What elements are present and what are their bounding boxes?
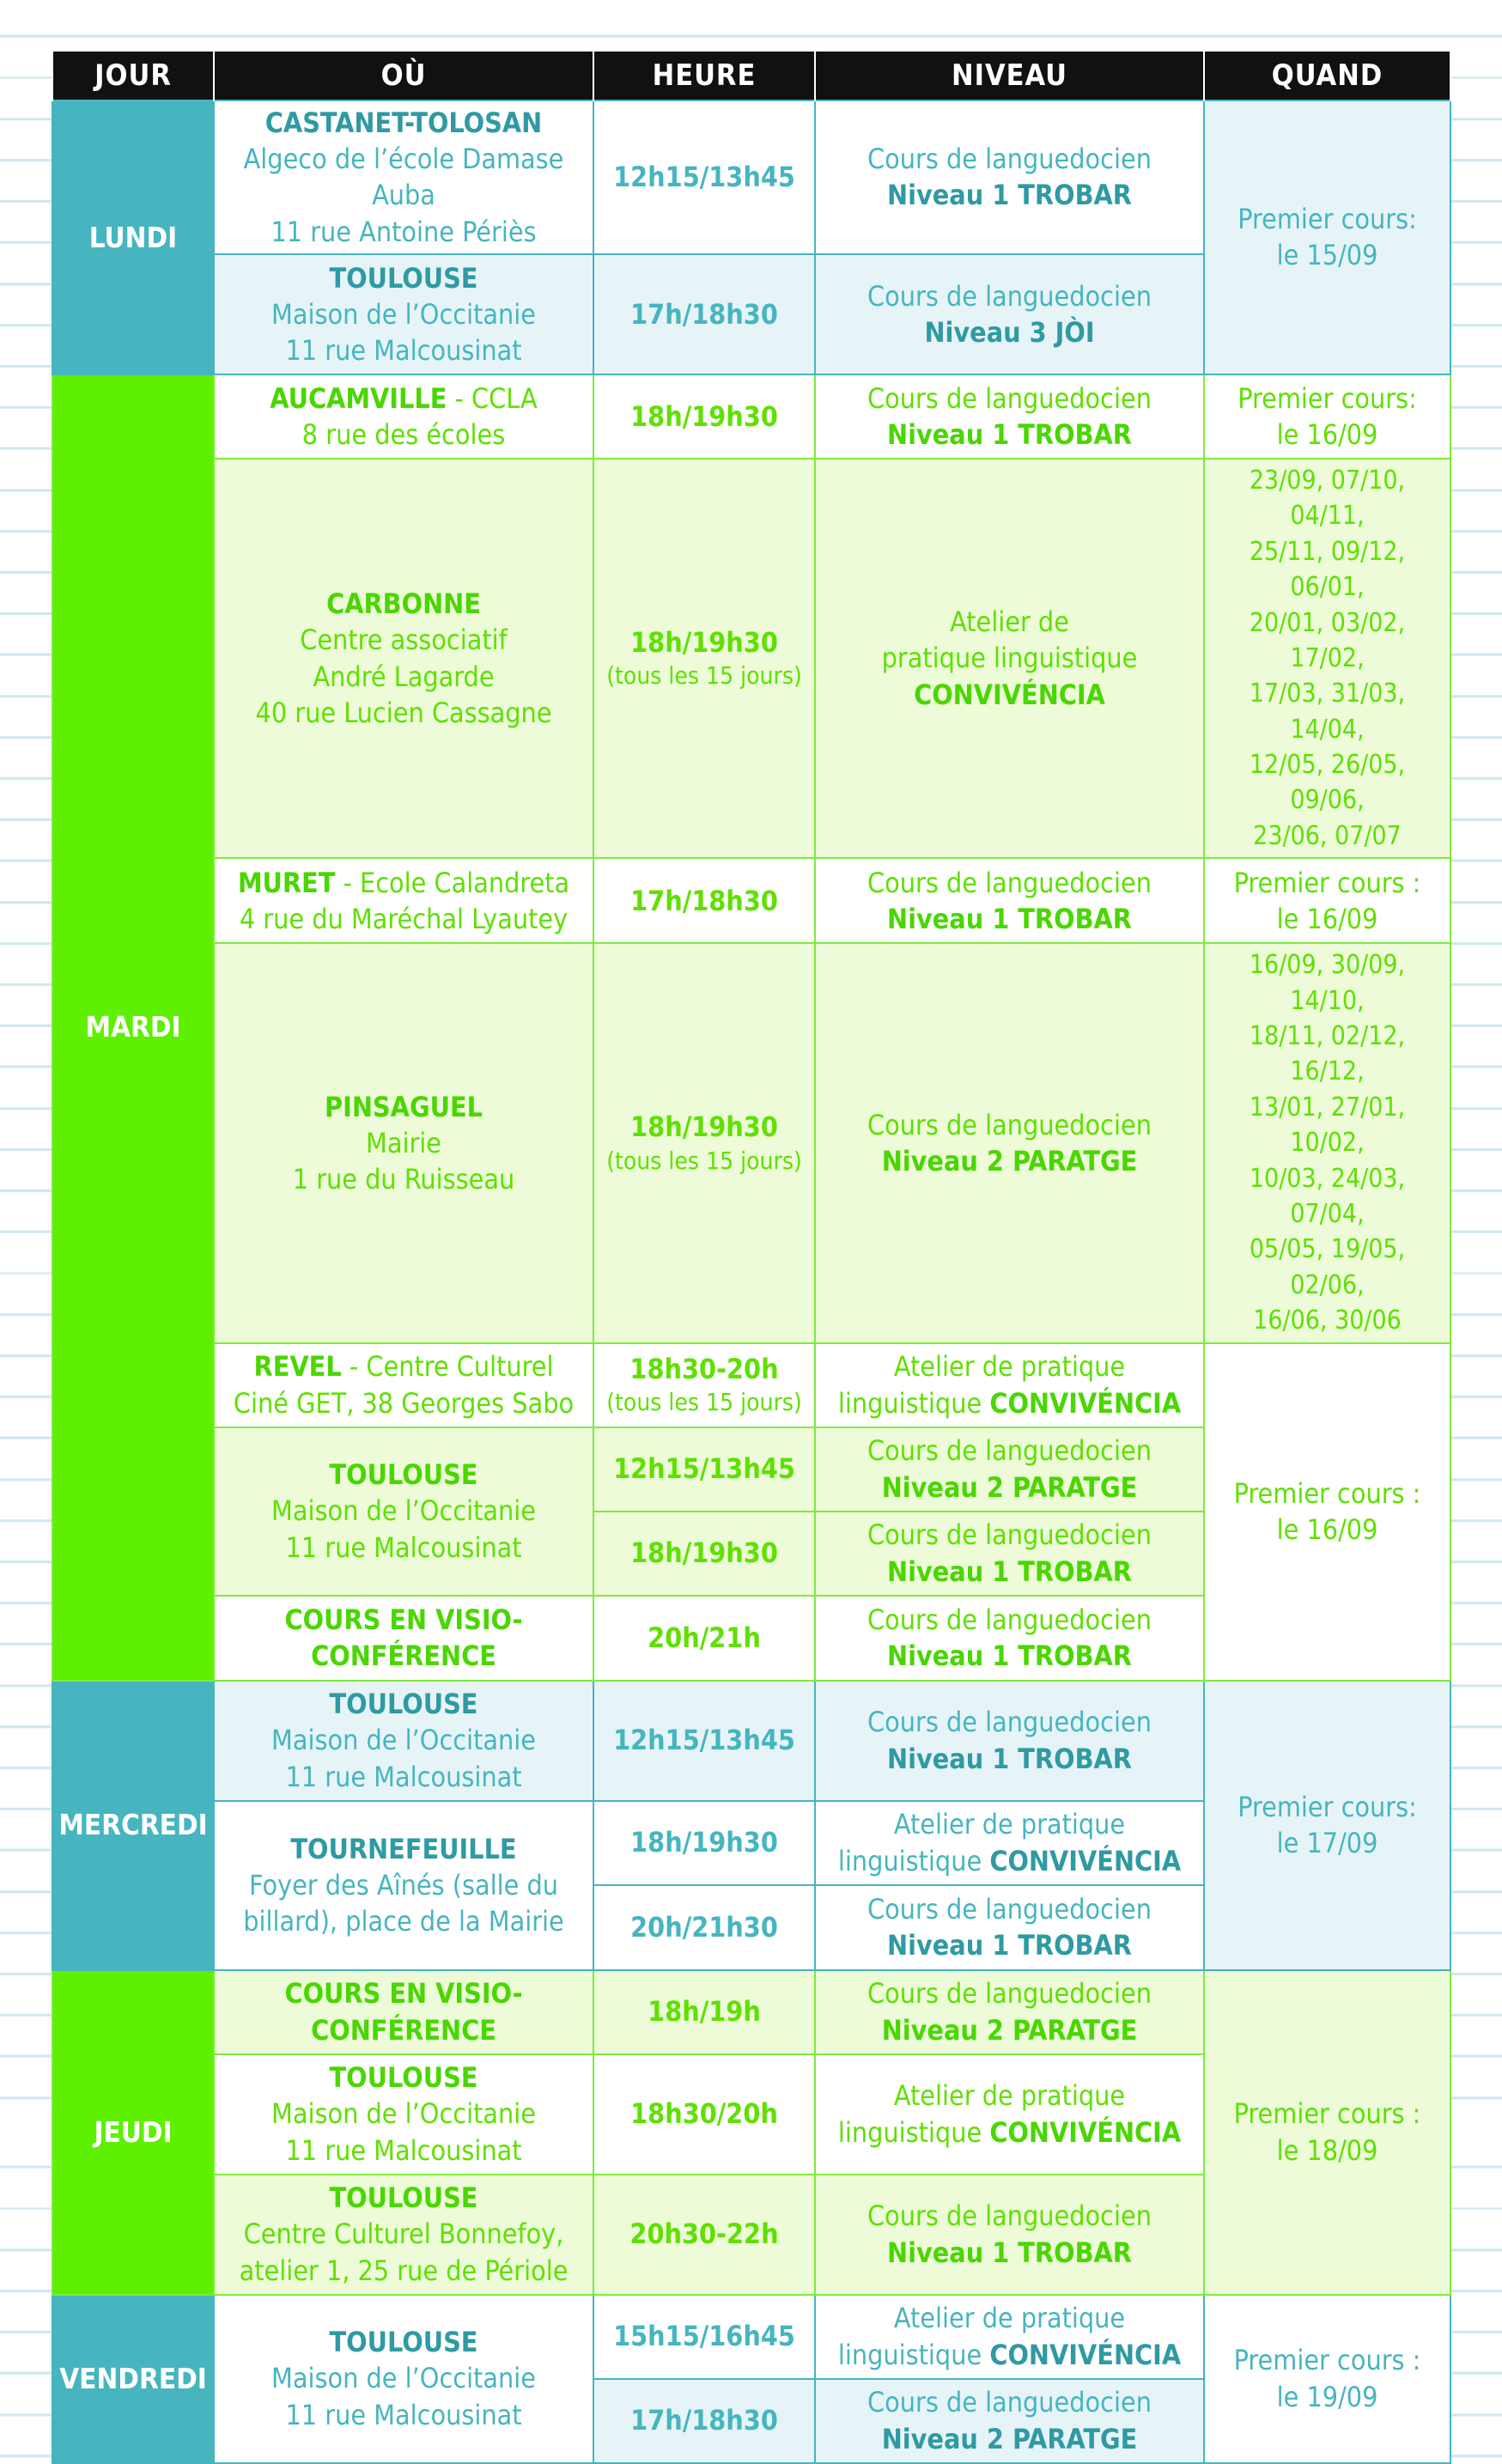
header-jour: JOUR — [52, 52, 214, 100]
schedule-sheet — [52, 52, 1450, 2464]
table-row — [52, 858, 1450, 943]
level-cell: Cours de languedocien Niveau 1 TROBAR — [815, 1596, 1204, 1681]
header-ou: OÙ — [214, 52, 593, 100]
time-cell: 20h/21h — [593, 1596, 815, 1681]
when-cell: Premier cours : le 16/09 — [1204, 1343, 1450, 1681]
place-cell: TOULOUSE Maison de l’Occitanie 11 rue Malcousinat — [214, 1681, 593, 1801]
day-vendredi: VENDREDI — [52, 2295, 214, 2463]
place-cell: AUCAMVILLE - CCLA 8 rue des écoles — [214, 374, 593, 459]
time-cell: 18h/19h30 (tous les 15 jours) — [593, 459, 815, 858]
level-cell: Cours de languedocien Niveau 1 TROBAR — [815, 1512, 1204, 1596]
place-cell: COURS EN VISIO-CONFÉRENCE — [214, 1970, 593, 2054]
when-cell: Premier cours: le 15/09 — [1204, 100, 1450, 374]
when-cell: Premier cours : le 19/09 — [1204, 2295, 1450, 2463]
level-cell: Atelier de pratique linguistique CONVIVÉNCIA — [815, 2054, 1204, 2175]
time-cell: 17h/18h30 — [593, 254, 815, 374]
level-cell: Cours de languedocien Niveau 1 TROBAR — [815, 1681, 1204, 1801]
place-cell: TOULOUSE Maison de l’Occitanie 11 rue Malcousinat — [214, 254, 593, 374]
table-row — [52, 1681, 1450, 1801]
table-row — [52, 1970, 1450, 2054]
time-cell: 18h/19h30 — [593, 1512, 815, 1596]
time-cell: 18h/19h30 — [593, 374, 815, 459]
level-cell: Cours de languedocien Niveau 3 JÒI — [815, 254, 1204, 374]
header-row — [52, 52, 1450, 100]
time-cell: 12h15/13h45 — [593, 1681, 815, 1801]
place-cell: TOULOUSE Centre Culturel Bonnefoy, atelier 1, 25 rue de Périole — [214, 2175, 593, 2295]
level-cell: Cours de languedocien Niveau 1 TROBAR — [815, 374, 1204, 459]
level-cell: Cours de languedocien Niveau 1 TROBAR — [815, 858, 1204, 943]
level-cell: Cours de languedocien Niveau 1 TROBAR — [815, 100, 1204, 254]
day-mercredi: MERCREDI — [52, 1681, 214, 1970]
place-cell: TOULOUSE Maison de l’Occitanie 11 rue Malcousinat — [214, 1427, 593, 1596]
when-cell: Premier cours : le 16/09 — [1204, 858, 1450, 943]
time-cell: 20h/21h30 — [593, 1885, 815, 1970]
place-cell: TOULOUSE Maison de l’Occitanie 11 rue Malcousinat — [214, 2295, 593, 2463]
level-cell: Atelier de pratique linguistique CONVIVÉNCIA — [815, 1801, 1204, 1885]
level-cell: Cours de languedocien Niveau 2 PARATGE — [815, 2379, 1204, 2463]
level-cell: Cours de languedocien Niveau 1 TROBAR — [815, 1885, 1204, 1970]
level-cell: Cours de languedocien Niveau 1 TROBAR — [815, 2175, 1204, 2295]
place-cell: TOURNEFEUILLE Foyer des Aînés (salle du billard), place de la Mairie — [214, 1801, 593, 1970]
table-row — [52, 2295, 1450, 2379]
header-niveau: NIVEAU — [815, 52, 1204, 100]
table-row — [52, 374, 1450, 459]
place-cell: REVEL - Centre Culturel Ciné GET, 38 Georges Sabo — [214, 1343, 593, 1427]
day-jeudi: JEUDI — [52, 1970, 214, 2295]
level-cell: Atelier de pratique linguistique CONVIVÉNCIA — [815, 2295, 1204, 2379]
time-cell: 12h15/13h45 — [593, 100, 815, 254]
place-cell: MURET - Ecole Calandreta 4 rue du Maréchal Lyautey — [214, 858, 593, 943]
place-cell: PINSAGUEL Mairie 1 rue du Ruisseau — [214, 943, 593, 1342]
level-cell: Cours de languedocien Niveau 2 PARATGE — [815, 1970, 1204, 2054]
time-cell: 20h30-22h — [593, 2175, 815, 2295]
day-lundi: LUNDI — [52, 100, 214, 374]
header-heure: HEURE — [593, 52, 815, 100]
time-cell: 18h30/20h — [593, 2054, 815, 2175]
time-cell: 12h15/13h45 — [593, 1427, 815, 1512]
level-cell: Atelier de pratique linguistique CONVIVÉNCIA — [815, 459, 1204, 858]
place-cell: CARBONNE Centre associatif André Lagarde 40 rue Lucien Cassagne — [214, 459, 593, 858]
when-cell: Premier cours: le 17/09 — [1204, 1681, 1450, 1970]
when-cell: 16/09, 30/09, 14/10, 18/11, 02/12, 16/12, 13/01, 27/01, 10/02, 10/03, 24/03, 07/04, 05/05, 19/05, 02/06, 16/06, 30/06 — [1204, 943, 1450, 1342]
time-cell: 18h/19h — [593, 1970, 815, 2054]
time-cell: 17h/18h30 — [593, 2379, 815, 2463]
when-cell: Premier cours : le 18/09 — [1204, 1970, 1450, 2295]
place-cell: CASTANET-TOLOSAN Algeco de l’école Damase Auba 11 rue Antoine Périès — [214, 100, 593, 254]
level-cell: Atelier de pratique linguistique CONVIVÉNCIA — [815, 1343, 1204, 1427]
place-cell: COURS EN VISIO-CONFÉRENCE — [214, 1596, 593, 1681]
time-cell: 17h/18h30 — [593, 858, 815, 943]
header-quand: QUAND — [1204, 52, 1450, 100]
when-cell: Premier cours: le 16/09 — [1204, 374, 1450, 459]
schedule-table — [52, 52, 1451, 2464]
when-cell: 23/09, 07/10, 04/11, 25/11, 09/12, 06/01, 20/01, 03/02, 17/02, 17/03, 31/03, 14/04, 12/05, 26/05, 09/06, 23/06, 07/07 — [1204, 459, 1450, 858]
time-cell: 18h30-20h (tous les 15 jours) — [593, 1343, 815, 1427]
table-row — [52, 459, 1450, 858]
level-cell: Cours de languedocien Niveau 2 PARATGE — [815, 943, 1204, 1342]
day-mardi: MARDI — [52, 374, 214, 1681]
time-cell: 18h/19h30 — [593, 1801, 815, 1885]
time-cell: 15h15/16h45 — [593, 2295, 815, 2379]
table-row — [52, 100, 1450, 254]
table-row — [52, 943, 1450, 1342]
table-row — [52, 1343, 1450, 1427]
time-cell: 18h/19h30 (tous les 15 jours) — [593, 943, 815, 1342]
place-cell: TOULOUSE Maison de l’Occitanie 11 rue Malcousinat — [214, 2054, 593, 2175]
level-cell: Cours de languedocien Niveau 2 PARATGE — [815, 1427, 1204, 1512]
